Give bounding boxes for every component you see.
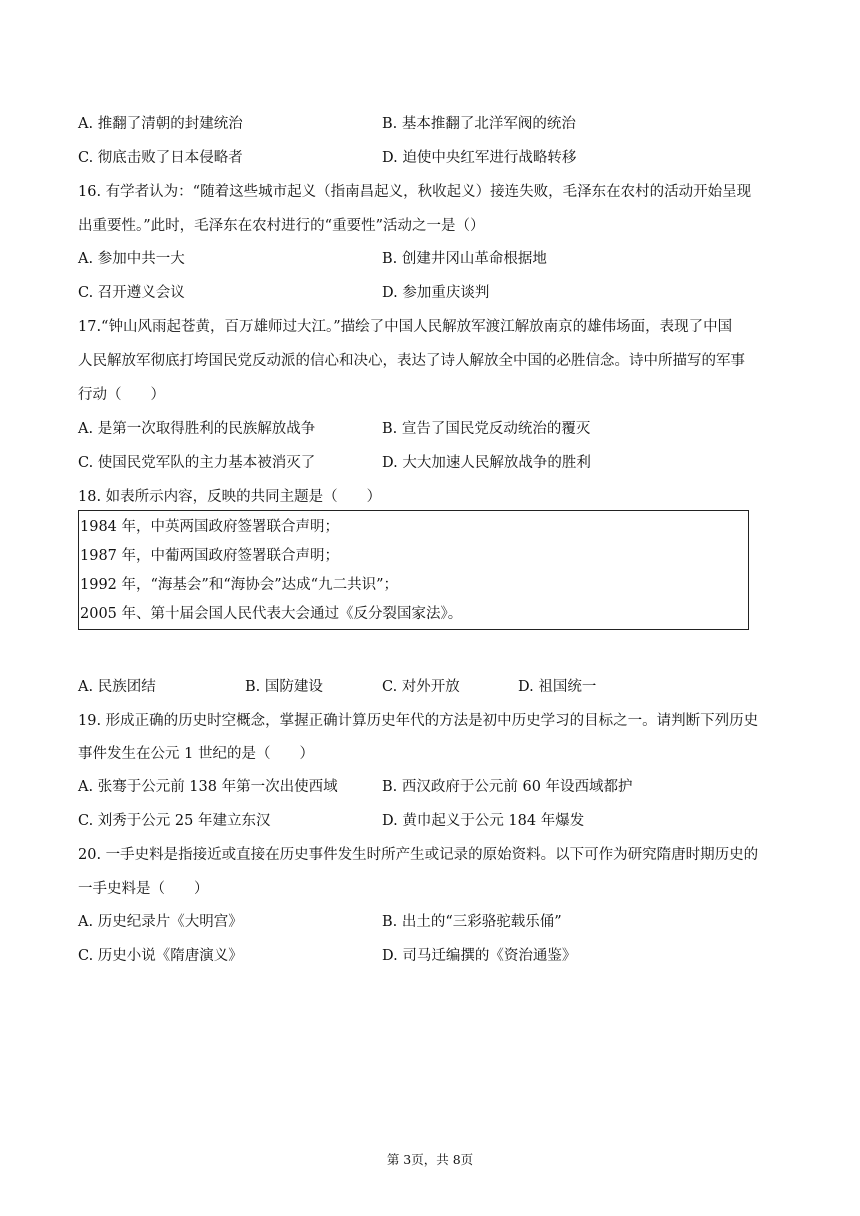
q20-option-b: B. 出土的“三彩骆驼载乐俑” — [382, 914, 562, 930]
q16-option-a: A. 参加中共一大 — [78, 251, 185, 267]
q16-stem-line1: 16. 有学者认为：“随着这些城市起义（指南昌起义，秋收起义）接连失败，毛泽东在农村的活动开始呈现 — [78, 184, 752, 200]
q19-option-a: A. 张骞于公元前 138 年第一次出使西域 — [78, 779, 338, 795]
q20-option-d: D. 司马迁编撰的《资治通鉴》 — [382, 948, 577, 964]
q17-option-a: A. 是第一次取得胜利的民族解放战争 — [78, 421, 316, 437]
q15-option-a: A. 推翻了清朝的封建统治 — [78, 116, 243, 132]
q15-option-b: B. 基本推翻了北洋军阀的统治 — [382, 116, 576, 132]
page-number-footer: 第 3页，共 8页 — [386, 1152, 474, 1167]
table-row: 1992 年，“海基会”和“海协会”达成“九二共识”； — [80, 577, 398, 593]
q20-stem-line1: 20. 一手史料是指接近或直接在历史事件发生时所产生或记录的原始资料。以下可作为研究隋唐时期历史的 — [78, 847, 759, 863]
q16-option-b: B. 创建井冈山革命根据地 — [382, 251, 547, 267]
q17-stem-line1: 17.“钟山风雨起苍黄，百万雄师过大江。”描绘了中国人民解放军渡江解放南京的雄伟场面，表现了中国 — [78, 319, 733, 335]
table-row: 2005 年、第十届会国人民代表大会通过《反分裂国家法》。 — [80, 606, 463, 622]
q19-stem-line1: 19. 形成正确的历史时空概念，掌握正确计算历史年代的方法是初中历史学习的目标之一。请判断下列历史 — [78, 713, 759, 729]
q20-stem-line2: 一手史料是（ ） — [78, 881, 209, 897]
q17-stem-line3: 行动（ ） — [78, 387, 165, 403]
q17-option-d: D. 大大加速人民解放战争的胜利 — [382, 455, 591, 471]
q17-option-c: C. 使国民党军队的主力基本被消灭了 — [78, 455, 316, 471]
q19-stem-line2: 事件发生在公元 1 世纪的是（ ） — [78, 746, 314, 762]
q18-stem: 18. 如表所示内容，反映的共同主题是（ ） — [78, 489, 382, 505]
q18-option-d: D. 祖国统一 — [518, 679, 597, 695]
table-row: 1987 年，中葡两国政府签署联合声明； — [80, 548, 340, 564]
q15-option-c: C. 彻底击败了日本侵略者 — [78, 150, 243, 166]
q20-option-c: C. 历史小说《隋唐演义》 — [78, 948, 243, 964]
table-row: 1984 年，中英两国政府签署联合声明； — [80, 519, 340, 535]
q17-stem-line2: 人民解放军彻底打垮国民党反动派的信心和决心，表达了诗人解放全中国的必胜信念。诗中所描写的军事 — [78, 353, 745, 369]
q19-option-b: B. 西汉政府于公元前 60 年设西域都护 — [382, 779, 633, 795]
q19-option-d: D. 黄巾起义于公元 184 年爆发 — [382, 813, 585, 829]
q15-option-d: D. 迫使中央红军进行战略转移 — [382, 150, 577, 166]
q18-table — [78, 510, 749, 630]
q19-option-c: C. 刘秀于公元 25 年建立东汉 — [78, 813, 271, 829]
q16-option-d: D. 参加重庆谈判 — [382, 285, 490, 301]
q18-option-c: C. 对外开放 — [382, 679, 460, 695]
q16-stem-line2: 出重要性。”此时，毛泽东在农村进行的“重要性”活动之一是（） — [78, 218, 485, 234]
q18-option-a: A. 民族团结 — [78, 679, 156, 695]
q16-option-c: C. 召开遵义会议 — [78, 285, 185, 301]
q20-option-a: A. 历史纪录片《大明宫》 — [78, 914, 243, 930]
q18-option-b: B. 国防建设 — [245, 679, 323, 695]
q17-option-b: B. 宣告了国民党反动统治的覆灭 — [382, 421, 591, 437]
